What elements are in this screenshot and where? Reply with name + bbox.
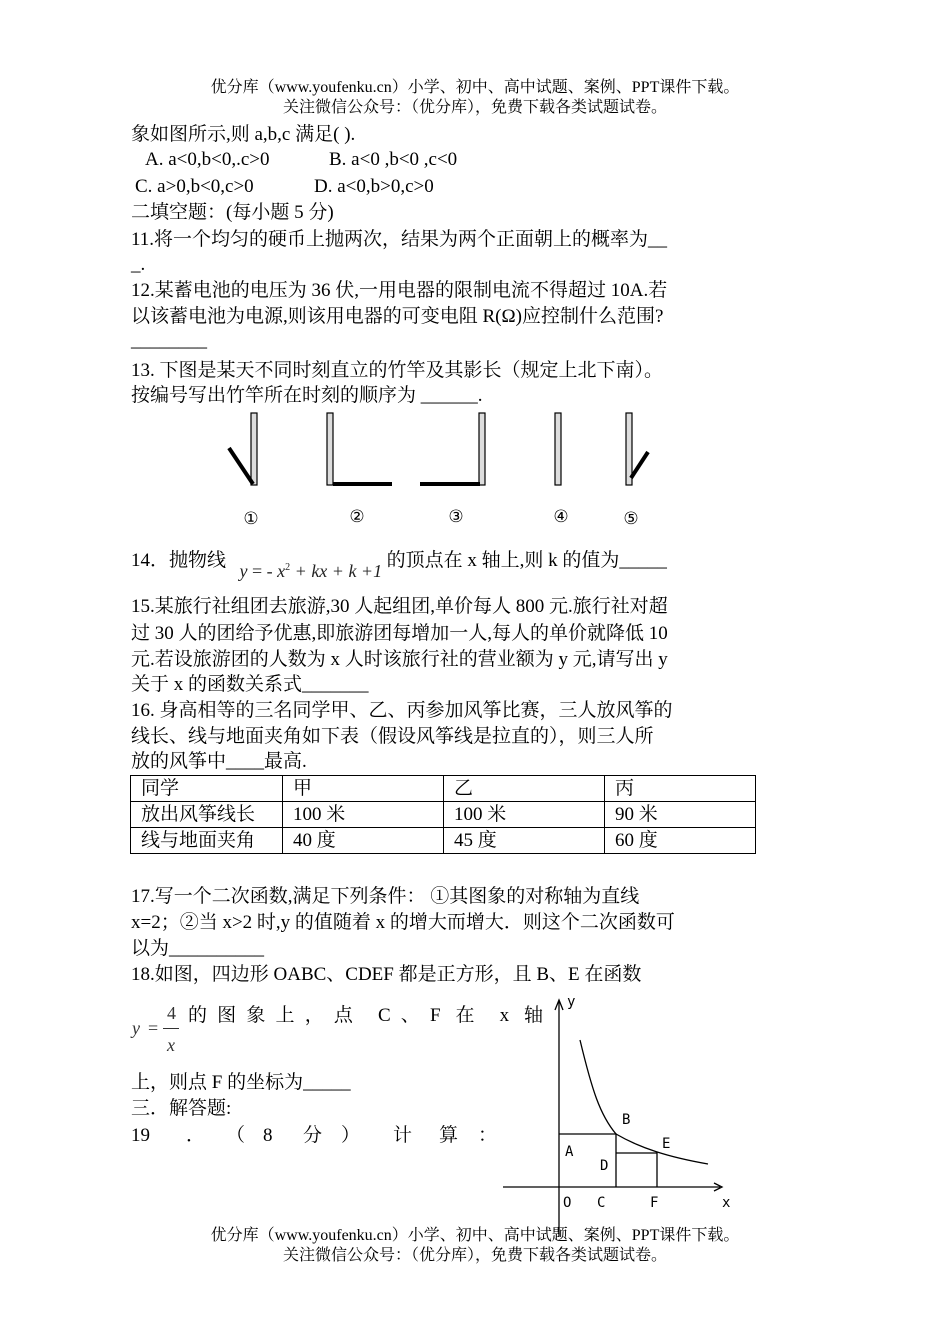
q14-formula-rest: + kx + k +1 [294, 561, 383, 581]
graph-label-x: x [722, 1195, 731, 1211]
q17-line-2: x=2；②当 x>2 时,y 的值随着 x 的增大而增大．则这个二次函数可 [131, 912, 675, 933]
q14-formula-eq: = - [252, 561, 273, 581]
table-cell: 甲 [283, 776, 444, 802]
q17-line-3: 以为__________ [131, 938, 265, 959]
header-line-2: 关注微信公众号：（优分库），免费下载各类试题试卷。 [282, 99, 667, 116]
table-cell: 90 米 [605, 802, 756, 828]
q12-line-3: ________ [131, 330, 207, 351]
q15-line-2: 过 30 人的团给予优惠,即旅游团每增加一人,每人的单价就降低 10 [131, 623, 668, 644]
pole-label-5: ⑤ [623, 509, 639, 529]
q19-lp: （ [226, 1125, 246, 1146]
graph-label-o: O [563, 1195, 572, 1211]
table-cell: 丙 [605, 776, 756, 802]
section-3-title: 三．解答题: [131, 1098, 232, 1119]
graph-label-y: y [567, 994, 576, 1010]
pole-label-1: ① [243, 509, 259, 529]
pole-label-2: ② [349, 507, 365, 527]
table-cell: 100 米 [444, 802, 605, 828]
q11-line-1: 11.将一个均匀的硬币上抛两次，结果为两个正面朝上的概率为__ [131, 229, 668, 250]
q13-line-2: 按编号写出竹竿所在时刻的顺序为 ______. [131, 385, 483, 406]
q15-line-3: 元.若设旅游团的人数为 x 人时该旅行社的营业额为 y 元,请写出 y [131, 649, 668, 670]
table-cell: 100 米 [283, 802, 444, 828]
table-cell: 同学 [131, 776, 283, 802]
q18-frac-num: 4 [167, 1003, 176, 1023]
q19-score: 8 [263, 1125, 273, 1146]
q10-option-b: B. a<0 ,b<0 ,c<0 [329, 149, 458, 170]
q12-line-1: 12.某蓄电池的电压为 36 伏,一用电器的限制电流不得超过 10A.若 [131, 280, 668, 301]
q13-line-1: 13. 下图是某天不同时刻直立的竹竿及其影长（规定上北下南）。 [131, 360, 664, 381]
table-cell: 放出风筝线长 [131, 802, 283, 828]
q16-line-1: 16. 身高相等的三名同学甲、乙、丙参加风筝比赛，三人放风筝的 [131, 700, 673, 721]
pole-label-3: ③ [448, 507, 464, 527]
table-cell: 线与地面夹角 [131, 828, 283, 854]
graph-label-a: A [565, 1144, 574, 1160]
footer-line-1: 优分库（www.youfenku.cn）小学、初中、高中试题、案例、PPT课件下载。 [210, 1227, 740, 1244]
footer-line-2: 关注微信公众号：（优分库），免费下载各类试题试卷。 [282, 1247, 667, 1264]
q19-dot: ． [186, 1125, 206, 1146]
graph-label-d: D [600, 1158, 609, 1174]
q16-line-3: 放的风筝中____最高. [131, 751, 307, 772]
q15-line-1: 15.某旅行社组团去旅游,30 人起组团,单价每人 800 元.旅行社对超 [131, 596, 668, 617]
q10-option-c: C. a>0,b<0,c>0 [135, 176, 254, 197]
q19-colon: ： [478, 1125, 498, 1146]
table-cell: 40 度 [283, 828, 444, 854]
graph-label-e: E [662, 1136, 671, 1152]
q18-line-2: 的图象上，点 C、F 在 x 轴 [188, 1005, 543, 1026]
table-cell: 45 度 [444, 828, 605, 854]
q14-prefix: 14．抛物线 [131, 550, 227, 571]
q10-option-a: A. a<0,b<0,.c>0 [145, 149, 270, 170]
q14-formula-sup: 2 [285, 562, 291, 573]
header-line-1: 优分库（www.youfenku.cn）小学、初中、高中试题、案例、PPT课件下载。 [210, 79, 740, 96]
hyperbola-curve [580, 1040, 708, 1164]
q17-line-1: 17.写一个二次函数,满足下列条件： ①其图象的对称轴为直线 [131, 886, 640, 907]
q12-line-2: 以该蓄电池为电源,则该用电器的可变电阻 R(Ω)应控制什么范围? [131, 306, 664, 327]
q14-formula-y: y [239, 561, 248, 581]
graph-label-f: F [650, 1195, 659, 1211]
q18-frac-y: y [132, 1018, 140, 1038]
q16-line-2: 线长、线与地面夹角如下表（假设风筝线是拉直的），则三人所 [131, 726, 654, 747]
q18-frac-den: x [167, 1035, 175, 1055]
q19-num: 19 [131, 1125, 150, 1146]
q14-suffix: 的顶点在 x 轴上,则 k 的值为_____ [386, 550, 667, 571]
q18-frac-eq: = [148, 1018, 159, 1038]
q18-line-3: 上，则点 F 的坐标为_____ [131, 1072, 351, 1093]
square-cdef [616, 1153, 657, 1187]
q10-stem: 象如图所示,则 a,b,c 满足( ). [131, 124, 356, 145]
q15-line-4: 关于 x 的函数关系式_______ [131, 674, 369, 695]
q10-option-d: D. a<0,b>0,c>0 [314, 176, 434, 197]
table-cell: 乙 [444, 776, 605, 802]
q11-line-2: _. [131, 254, 146, 275]
q19-unit: 分 [303, 1125, 323, 1146]
graph-label-b: B [622, 1112, 631, 1128]
q14-formula-x: x [277, 561, 286, 581]
pole-label-4: ④ [553, 507, 569, 527]
section-2-title: 二填空题：(每小题 5 分) [131, 202, 334, 223]
q19-w1: 计 [393, 1125, 413, 1146]
q19-w2: 算 [439, 1125, 459, 1146]
graph-label-c: C [597, 1195, 606, 1211]
q18-line-1: 18.如图，四边形 OABC、CDEF 都是正方形，且 B、E 在函数 [131, 964, 642, 985]
q19-rp: ） [341, 1125, 361, 1146]
table-cell: 60 度 [605, 828, 756, 854]
